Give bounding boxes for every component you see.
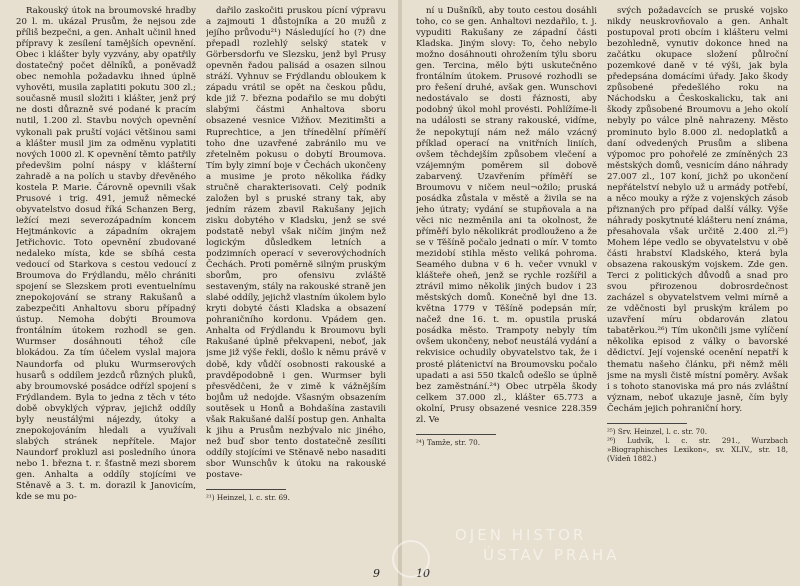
page-number-left: 9 xyxy=(373,567,380,580)
watermark-logo-icon xyxy=(392,540,430,578)
watermark-line-2: ÚSTAV PRAHA xyxy=(483,546,620,564)
watermark xyxy=(455,525,785,585)
left-col2-text: dařilo zaskočiti pruskou pícní výpravu a zajmouti 1 důstojníka a 20 mužů z jejího průvodu²¹) Následující ho (?) dne přepadl rozlehlý selský statek v Görbersdorfu ve Slezsku, jenž byl Prusy opevněn řadou palisád a osazen silnou stráží. Vyhnuv se Frýdlandu obloukem k západu vrátil se opět na českou půdu, kde již 7. března podařilo se mu dobýti slabými částmi Anhaltova sboru obsazené vesnice Vižňov. Mezitimšti a Ruprechtice, a jen třínedělní příměří toho dne uzavřené zabránilo mu ve zřetelněm pokusu o dobytí Broumova. Tím byly zimní boje v Čechách ukončeny a musime je proto několika řádky stručně charakterisovati. Celý podnik založen byl s pruské strany tak, aby jedním rázem zbavil Rakušany jejich zisku dobytého v Kladsku, jenž se své podstatě nebyl však ničím jiným než logickým důsledkem letních a podzimních operací v severovýchodních Čechách. Proti poměrně silným pruským sborům, pro ofensivu zvláště sestaveným, stály na rakouské straně jen slabé oddíly, jejichž vlastním úkolem bylo kryti dobyté části Kladska a obsazení pohraničního kordonu. Vpádem gen. Anhalta od Frýdlandu k Broumovu byli Rakušané úplně překvapeni, neboť, jak jsme již výše řekli, došlo k němu právě v době, kdy vůdčí osobnosti rakouské a pravděpodobně i gen. Wurmser byli přesvědčeni, že v zimě k vážnějším bojům už nedojde. Všasným obsazením soutěsek u Honů a Bohdašína zastavili však Rakušané další postup gen. Anhalta k jihu a Prusům nezbývalo nic jiného, než buď sbor tento dostatečně zesíliti oddíly stojícími ve Stěnavě nebo nasaditi sbor Wunschův k útoku na rakouské postave- xyxy=(206,6,386,480)
footnote-right-2a: ²⁵) Srv. Heinzel, l. c. str. 70. xyxy=(607,426,708,436)
footnote-rule xyxy=(607,423,687,424)
right-column-2 xyxy=(607,6,788,554)
footnote-rule xyxy=(416,434,496,435)
watermark-line-1: OJEN HISTOR xyxy=(455,526,587,544)
footnote-right-2b: ²⁶) Ludvík, l. c. str. 291., Wurzbach »Biographisches Lexikon«, sv. XLIV., str. 18, (Vídeň 1882.) xyxy=(607,435,788,463)
left-col1-text: Rakouský útok na broumovské hradby 20 l. m. ukázal Prusům, že nejsou zde příliš bezpečni, a gen. Anhalt učinil hned přípravy k zesílení tamějších opevnění. Obec i klášter byly vyzvány, aby opatřily dostatečný počet dělníků, a poněvadž obec nemohla požadavku ihned úplně vyhověti, musila zaplatiti pokutu 300 zl.; současně musil složiti i klášter, jenž prý ne dosti důrazně své podané k pracím nutil, 1.200 zl. Stavbu nových opevnění vykonali pak pruští vojáci většinou sami a klášter musil jim za odměnu vyplatiti nových 1000 zl. K opevnění těmto patřily předevšim polní náspy v klášterní zahradě a na polích u stavby dřevěného kostela P. Marie. Čárovně opevnili však Prusové i trig. 491, jemuž německé obyvatelstvo dosud říká Schanzen Berg, ležící mezi severozápadním koncem Hejtmánkovic a západním okrajem Jetřichovic. Toto opevnění zbudované nedaleko místa, kde se sbíhá cesta vedoucí od Starkova s cestou vedoucí z Broumova do Frýdlandu, mělo chrániti spojení se Slezskem proti eventuelnímu znepokojování se strany Rakušanů a zabezpečiti Anhaltovu sboru případný ústup. Nemoha dobýti Broumova frontálním útokem rozhodl se gen. Wurmser dosáhnouti téhož cíle blokádou. Za tím účelem vyslal majora Naundorfa od pluku Wurmserových husarů s oddílem jezdců různých pluků, aby broumovské posádce odřízl spojení s Frýdlandem. Byla to jedna z těch v této době obvyklých výprav, jejichž oddíly byly neustálými nájezdy, útoky a znepokojováním hledali a využívali slabých stránek nepřítele. Major Naundorf prokluzl asi posledního února nebo 1. března t. r. šťastně mezi sborem gen. Anhalta a oddíly stojícími ve Stěnavě a 3. t. m. dorazil k Janovicím, kde se mu po- xyxy=(16,6,196,503)
right-col1-text: ní u Dušníků, aby touto cestou dosáhli toho, co se gen. Anhaltovi nezdařilo, t. j. vypuditi Rakušany ze západní části Kladska. Jiným slovy: To, čeho nebylo možno dosáhnouti ohrožením týlu sboru gen. Tercina, mělo býti uskutečněno frontálním útokem. Prusové rozhodli se pro řešení druhé, avšak gen. Wunschovi nedostávalo se dosti řáznosti, aby podobný úkol mohl provésti. Pohlížíme-li na události se strany rakouské, vidíme, že nepokytují nám než málo vzácný příklad operací na vnitřních liniích, ovšem těchdejším způsobem vlečení a vzájemným poměrem sil dobově zabarvený. Uzavřením příměří se Broumovu v ničem neul¬ožilo; pruská posádka zůstala v městě a živila se na jeho útraty; vydání se stupňovala a na věci nic nezměnila ani ta okolnost, že příměří bylo několikrát prodlouženo a že se v Těšíně počalo jednati o mír. V tomto mezidobí stihla město veliká pohroma. Seamého dubna v 6 h. večer vvnukl v klášteře oheň, jenž se rychle rozšířil a ztrávil mimo několik jiných budov i 23 městských domů. Konečně byl dne 13. května 1779 v Těšíně podepsán mír, načež dne 16. t. m. opustila pruská posádka město. Trampoty nebyly tím ovšem ukončeny, neboť neustálá vydání a rekvisice ochudily obyvatelstvo tak, že i prosté plátenictví na Broumovsku počalo upadati a asi 550 tkalců odešlo se úplně bez zaměstnání.²⁴) Obec utrpěla škody celkem 37.000 zl., klášter 65.773 a okolní, Prusy obsazené vesnice 228.359 zl. Ve xyxy=(416,6,597,425)
footnote-rule xyxy=(206,489,286,490)
page-number-right: 10 xyxy=(416,567,430,580)
right-column-1 xyxy=(416,6,597,554)
footnote-right-1: ²⁴) Tamže, str. 70. xyxy=(416,437,481,447)
right-col2-text: svých požadavcích se pruské vojsko nikdy neuskrovňovalo a gen. Anhalt postupoval proti obcím i klášteru velmi bezohledně, vynutiv dokonce hned na začátku okupace složení půlroční pozemkové daně v té výši, jak byla předepsána domácími úřady. Jako škody způsobené předešlého roku na Náchodsku a Českoskalicku, tak ani škody způsobené Broumovu a jeho okolí nebyly po válce plně nahrazeny. Město prominuto bylo 8.000 zl. nedoplatků a daní odvedených Prusům a slibena výpomoc pro pohořelé ze zmíněných 23 městských domů, vesnicím dáno náhrady 27.007 zl., 107 koní, jichž po ukončení nepřátelství nebylo už u armády potřebí, a něco mouky a rýže z vojenských zásob přiznaných pro případ další války. Výše náhrady poskytnuté klášteru není známa, přesahovala však určitě 2.400 zl.²⁵) Mohem lépe vedlo se obyvatelstvu v obě části hrabství Kladského, která byla obsazena rakouským vojskem. Zde gen. Terci z politických důvodů a snad pro svou přirozenou dobrosrdečnost zacházel s obyvatelstvem velmi mírně a ze vděčnosti byl pruským králem po uzavření míru obdarován zlatou tabatěrkou.²⁶) Tím ukončili jsme vylíčení několika episod z války o bavorské dědictví. Její vojenské ocenění nepatří k thematu našeho článku, při němž měli jsme na mysli čistě místní poměry. Avšak i s tohoto stanoviska má pro nás zvláštní význam, neboť ukazuje jasně, čím byly Čechám jejich pohraniční hory. xyxy=(607,6,788,414)
left-page xyxy=(0,0,398,586)
left-column-1 xyxy=(16,6,196,554)
left-column-2 xyxy=(206,6,386,554)
right-page xyxy=(402,0,800,586)
footnote-left: ²¹) Heinzel, l. c. str. 69. xyxy=(206,493,290,503)
